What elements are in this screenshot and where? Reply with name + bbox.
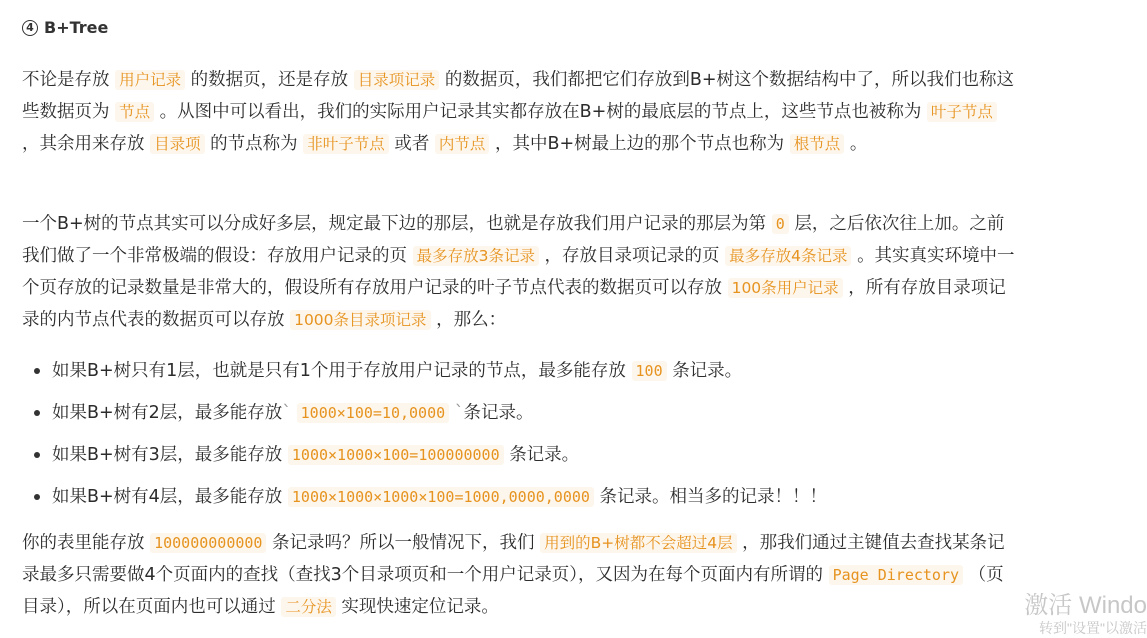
text: 如果B+树有3层，最多能存放 <box>52 445 283 465</box>
text: 。其实真实环境中一个页存放的记录数量是非常大的，假设所有存放用户记录的叶子节点代表的数据页可以存放 <box>22 246 1015 298</box>
bullet-list <box>22 350 1022 518</box>
list-item <box>22 350 1022 392</box>
highlight-node: 节点 <box>115 102 154 122</box>
paragraph-1 <box>22 64 1017 160</box>
code-value: 100 <box>632 361 667 381</box>
backtick: ` <box>454 403 464 423</box>
code-value: 1000×100=10,0000 <box>297 403 450 423</box>
code-page-directory: Page Directory <box>829 565 963 585</box>
activation-watermark: 激活 Windo <box>1024 592 1147 619</box>
text: 你的表里能存放 <box>22 533 145 553</box>
text: 条记录。 <box>509 445 580 465</box>
text: 实现快速定位记录。 <box>341 597 499 617</box>
highlight-max-4-levels: 用到的B+树都不会超过4层 <box>540 533 736 553</box>
highlight-dir-record: 目录项记录 <box>354 70 440 90</box>
highlight-inner-node: 内节点 <box>435 134 490 154</box>
text: ，所有存放目录项记录的内节点代表的数据页可以存放 <box>22 278 1006 330</box>
text: 条记录。 <box>463 403 534 423</box>
code-level-zero: 0 <box>772 214 789 234</box>
text: 不论是存放 <box>22 70 110 90</box>
text: 如果B+树只有1层，也就是只有1个用于存放用户记录的节点，最多能存放 <box>52 361 626 381</box>
section-heading <box>22 18 108 37</box>
text: 一个B+树的节点其实可以分成好多层，规定最下边的那层，也就是存放我们用户记录的那层为第 <box>22 214 767 234</box>
highlight-root-node: 根节点 <box>790 134 845 154</box>
highlight-nonleaf-node: 非叶子节点 <box>303 134 389 154</box>
code-record-count: 100000000000 <box>150 533 266 553</box>
list-item <box>22 476 1022 518</box>
text: 。从图中可以看出，我们的实际用户记录其实都存放在B+树的最底层的节点上，这些节点也被称为 <box>159 102 922 122</box>
text: 的节点称为 <box>210 134 298 154</box>
highlight-leaf-node: 叶子节点 <box>927 102 997 122</box>
backtick: ` <box>282 403 292 423</box>
text: 。 <box>849 134 868 154</box>
text: ，其中B+树最上边的那个节点也称为 <box>495 134 785 154</box>
highlight-max-4: 最多存放4条记录 <box>725 246 851 266</box>
text: 条记录。相当多的记录！！！ <box>599 487 827 507</box>
section-number: 4 <box>22 20 38 36</box>
text: ，那么： <box>436 310 507 330</box>
section-title: B+Tree <box>44 18 109 37</box>
text: 条记录吗？所以一般情况下，我们 <box>272 533 535 553</box>
text: 的数据页，还是存放 <box>190 70 349 90</box>
highlight-binary-search: 二分法 <box>281 597 336 617</box>
code-value: 1000×1000×100=100000000 <box>288 445 504 465</box>
text: 条记录。 <box>672 361 743 381</box>
text: ，那我们通过主键值去查找某条记录最多只需要做4个页面内的查找（查找3个目录项页和一个用户记录页），又因为在每个页面内有所谓的 <box>22 533 1005 585</box>
list-item <box>22 434 1022 476</box>
highlight-max-3: 最多存放3条记录 <box>413 246 539 266</box>
text: 或者 <box>394 134 430 154</box>
list-item <box>22 392 1022 434</box>
highlight-user-record: 用户记录 <box>115 70 185 90</box>
activation-watermark-sub: 转到"设置"以激活 <box>1039 620 1147 636</box>
text: ，其余用来存放 <box>22 134 145 154</box>
paragraph-3 <box>22 527 1017 623</box>
text: ，存放目录项记录的页 <box>544 246 720 266</box>
highlight-dir-item: 目录项 <box>150 134 205 154</box>
code-value: 1000×1000×1000×100=1000,0000,0000 <box>288 487 594 507</box>
text: 如果B+树有4层，最多能存放 <box>52 487 283 507</box>
highlight-100-records: 100条用户记录 <box>728 278 843 298</box>
paragraph-2 <box>22 208 1017 336</box>
text: （页目录），所以在页面内也可以通过 <box>22 565 1004 617</box>
highlight-1000-records: 1000条目录项记录 <box>290 310 430 330</box>
text: 层，之后依次往上加。之前我们做了一个非常极端的假设：存放用户记录的页 <box>22 214 1005 266</box>
text: 如果B+树有2层，最多能存放 <box>52 403 283 423</box>
text: 的数据页，我们都把它们存放到B+树这个数据结构中了，所以我们也称这些数据页为 <box>22 70 1015 122</box>
